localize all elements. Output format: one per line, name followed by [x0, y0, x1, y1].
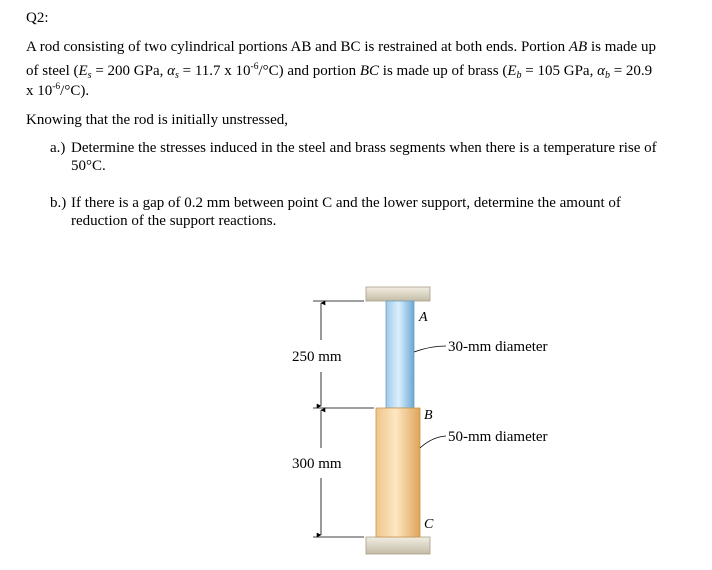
dia-bc-label: 50-mm diameter	[448, 429, 548, 445]
dim-bc-label: 300 mm	[292, 456, 342, 472]
steel-segment-ab	[386, 301, 414, 408]
line3-end: /°C).	[60, 83, 90, 99]
knowing-text: Knowing that the rod is initially unstressed,	[26, 112, 289, 128]
dia-ab-leader	[414, 346, 446, 352]
intro-text: A rod consisting of two cylindrical portions AB and BC is restrained at both ends. Portion	[26, 39, 566, 55]
top-support	[366, 287, 430, 301]
part-a-line-1: Determine the stresses induced in the steel and brass segments when there is a temperature rise of	[71, 140, 657, 156]
brass-alpha-symbol: α	[597, 63, 605, 79]
segment-bc-label: BC	[359, 63, 380, 79]
part-b-line-2: reduction of the support reactions.	[71, 213, 277, 229]
bottom-support	[366, 537, 430, 554]
part-a-line-2: 50°C.	[71, 158, 106, 174]
segment-ab-label: AB	[568, 39, 588, 55]
part-a-label: a.)	[50, 140, 66, 156]
dim-ab-label: 250 mm	[292, 349, 342, 365]
brass-alpha-subscript: b	[604, 70, 610, 81]
point-c-label: C	[424, 517, 434, 532]
brass-open-text: is made up of brass (	[382, 63, 508, 79]
steel-alpha: = 11.7 x 10	[182, 63, 251, 79]
brass-modulus: = 105 GPa,	[525, 63, 594, 79]
steel-alpha-subscript: s	[174, 70, 179, 81]
brass-subscript: b	[516, 70, 522, 81]
brass-alpha: = 20.9	[613, 63, 653, 79]
brass-exponent: -6	[52, 82, 61, 92]
per-c-text: /°C) and portion	[258, 63, 357, 79]
part-b-label: b.)	[50, 195, 67, 211]
dia-ab-label: 30-mm diameter	[448, 339, 548, 355]
steel-subscript: s	[87, 70, 92, 81]
line3-start: x 10	[26, 83, 53, 99]
brass-e-symbol: E	[507, 63, 517, 79]
steel-exponent: -6	[250, 62, 259, 72]
e-symbol: E	[78, 63, 88, 79]
steel-modulus: = 200 GPa,	[95, 63, 164, 79]
dia-bc-leader	[420, 436, 446, 448]
steel-open-text: of steel (	[26, 63, 79, 79]
point-a-label: A	[419, 310, 428, 325]
alpha-symbol: α	[167, 63, 175, 79]
intro-text-end: is made up	[590, 39, 656, 55]
question-label: Q2:	[26, 10, 49, 26]
part-b-line-1: If there is a gap of 0.2 mm between point C and the lower support, determine the amount of	[71, 195, 621, 211]
brass-segment-bc	[376, 408, 420, 537]
point-b-label: B	[424, 408, 433, 423]
